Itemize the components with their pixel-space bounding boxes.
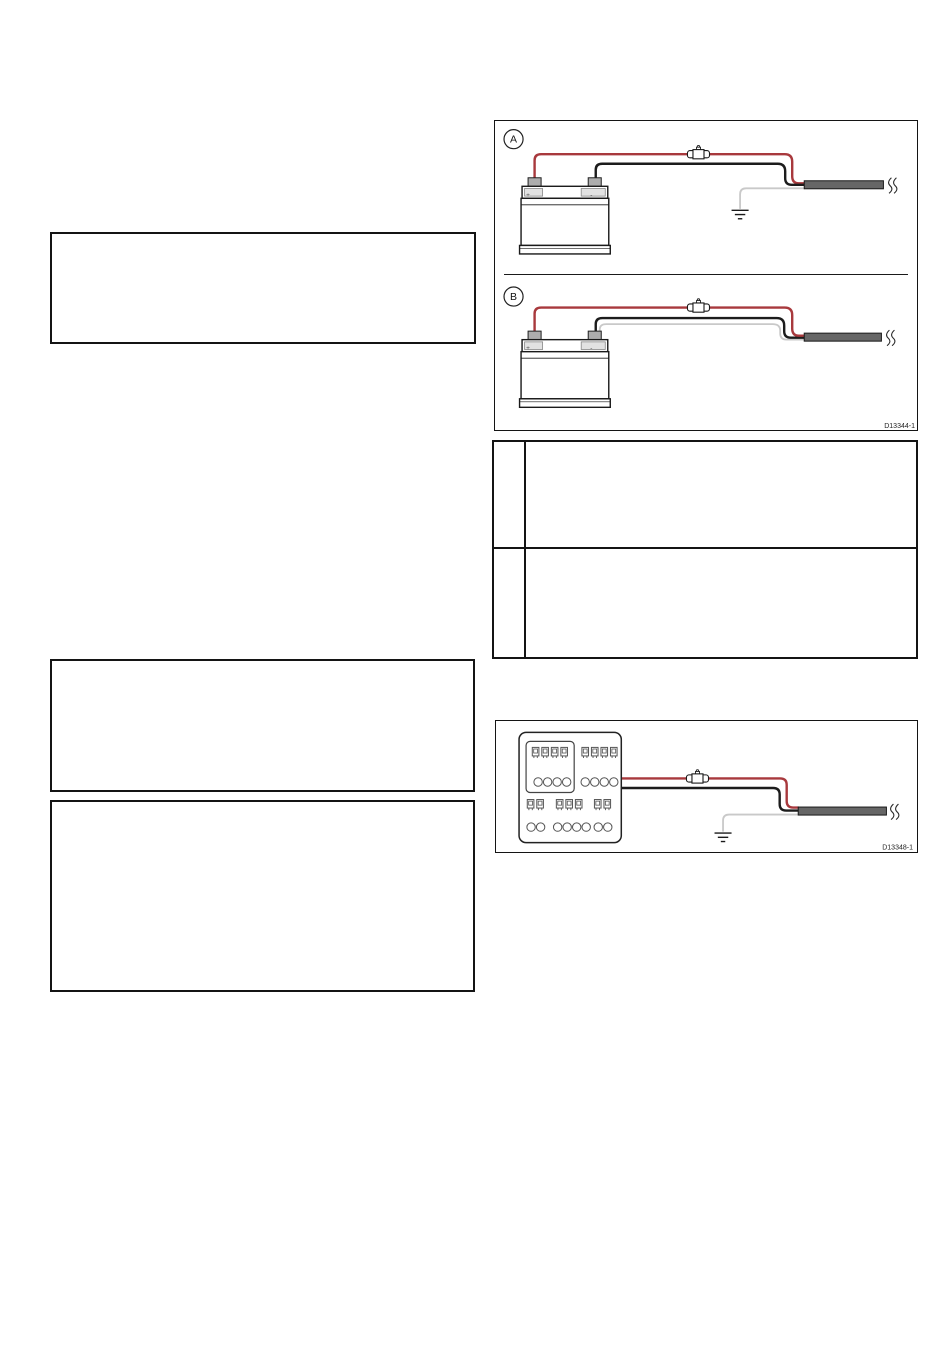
note-box-1 [50, 232, 476, 344]
diagram-a [504, 130, 897, 254]
figure-a-label: A [510, 133, 518, 146]
note-box-2 [50, 659, 475, 792]
negative-wire [596, 164, 805, 185]
negative-wire [596, 318, 805, 338]
figure-b-label: B [510, 291, 518, 304]
drawing-number: D13348-1 [882, 844, 913, 852]
panel-wiring-figure [495, 720, 918, 853]
table-row-1-text-cell [526, 442, 916, 549]
drain-wire [600, 324, 805, 340]
positive-wire [535, 154, 805, 183]
battery-negative-label: - [590, 345, 593, 353]
table-row-2-marker-cell [494, 549, 526, 657]
fuse-panel [519, 732, 621, 842]
battery-icon [520, 331, 611, 407]
battery-icon [520, 178, 611, 254]
inline-fuse-icon [686, 770, 708, 783]
positive-wire [535, 308, 805, 336]
inline-fuse-icon [687, 299, 709, 312]
power-cable [804, 181, 883, 189]
battery-positive-label: + [526, 345, 530, 353]
ground-symbol-icon [715, 833, 732, 841]
positive-wire [621, 778, 798, 807]
battery-wiring-figure [494, 120, 918, 431]
drawing-number: D13344-1 [884, 422, 915, 430]
diagram-b [504, 287, 895, 407]
power-cable [798, 807, 886, 815]
power-cable [804, 333, 881, 341]
panel-wiring-drawing [496, 721, 917, 852]
table-row-2-text-cell [526, 549, 916, 657]
table-row-1-marker-cell [494, 442, 526, 549]
battery-positive-label: + [526, 191, 530, 199]
inline-fuse-icon [687, 145, 709, 158]
ground-symbol-icon [732, 210, 749, 218]
drain-wire [723, 815, 799, 832]
cable-break-icon [887, 330, 895, 346]
negative-wire [621, 788, 798, 811]
note-table [492, 440, 918, 659]
battery-wiring-drawing [495, 121, 917, 430]
note-box-3 [50, 800, 475, 992]
drain-wire [740, 188, 805, 209]
cable-break-icon [889, 178, 897, 194]
cable-break-icon [891, 804, 899, 820]
panel-terminal-circles [527, 823, 612, 831]
battery-negative-label: - [590, 191, 593, 199]
